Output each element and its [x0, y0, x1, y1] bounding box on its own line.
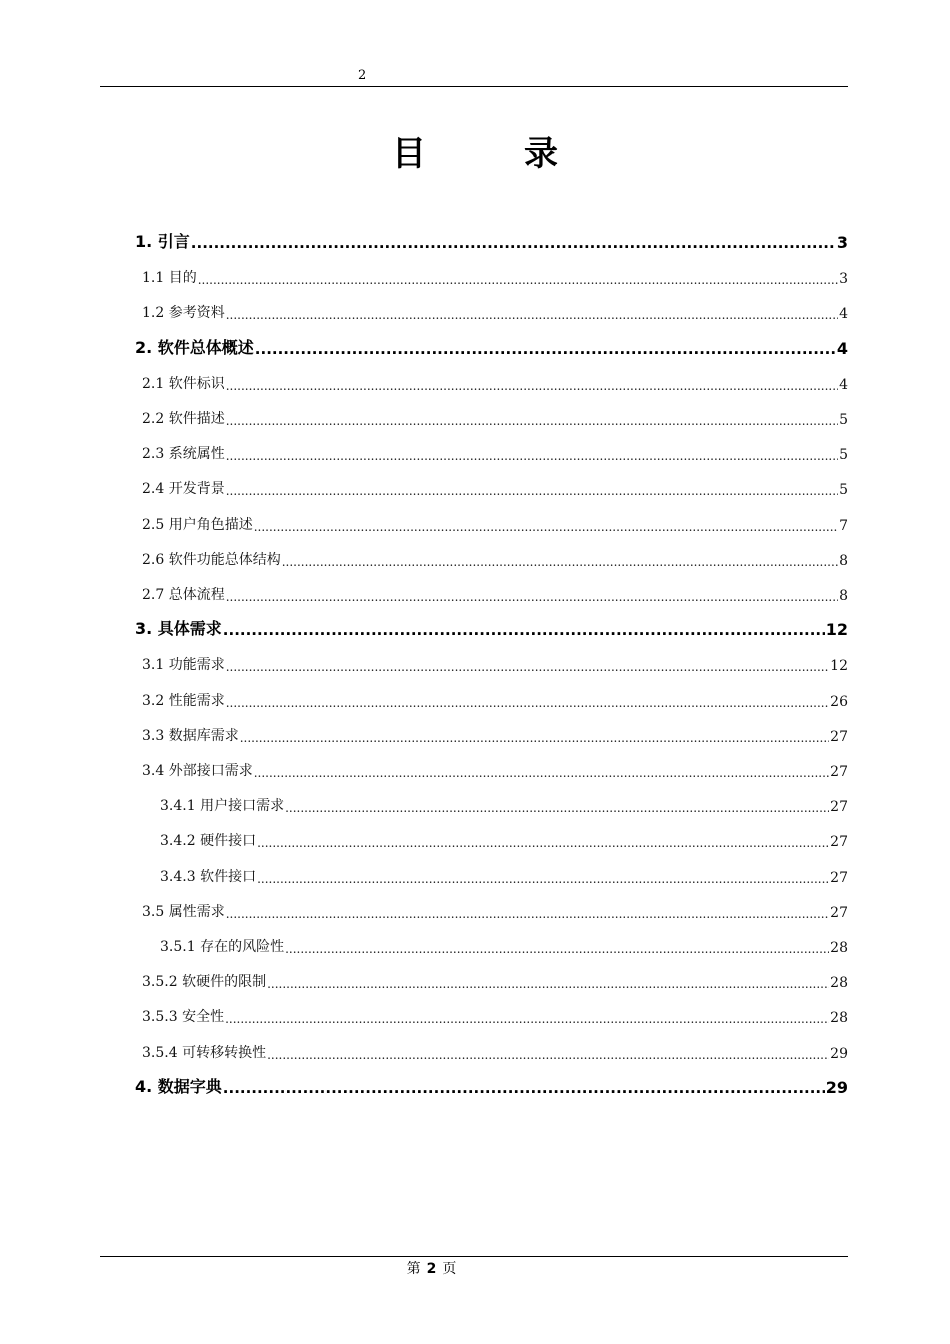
toc-entry-label: 2.3 系统属性 — [142, 446, 225, 463]
toc-entry[interactable] — [142, 640, 848, 674]
toc-entry-page: 8 — [839, 588, 848, 604]
toc-entry-label: 3.1 功能需求 — [142, 657, 225, 674]
toc-entry[interactable] — [142, 253, 848, 287]
toc-leader-dots — [226, 414, 838, 428]
toc-entry[interactable] — [142, 394, 848, 428]
toc-entry-label: 1.1 目的 — [142, 270, 197, 287]
toc-entry[interactable] — [142, 535, 848, 569]
toc-entry-label: 2.6 软件功能总体结构 — [142, 551, 281, 568]
toc-entry-page: 5 — [839, 482, 848, 499]
toc-entry-label: 2. 软件总体概述 — [135, 337, 254, 357]
toc-entry-page: 8 — [839, 552, 848, 569]
toc-leader-dots — [226, 449, 838, 463]
toc-entry-label: 3.4 外部接口需求 — [142, 763, 253, 779]
toc-entry-label: 3.4.2 硬件接口 — [160, 833, 257, 850]
toc-entry-page: 26 — [830, 693, 848, 710]
toc-entry-page: 4 — [839, 306, 848, 323]
toc-leader-dots — [267, 977, 829, 991]
footer-suffix: 页 — [442, 1261, 457, 1277]
toc-entry-label: 3.3 数据库需求 — [142, 727, 239, 744]
toc-leader-dots — [223, 621, 825, 639]
toc-entry[interactable] — [142, 359, 848, 393]
toc-entry-page: 27 — [830, 728, 848, 745]
toc-entry-label: 2.1 软件标识 — [142, 375, 225, 392]
toc-entry[interactable] — [135, 324, 848, 358]
toc-leader-dots — [191, 234, 836, 252]
toc-entry-label: 1. 引言 — [135, 232, 190, 251]
toc-entry-page: 5 — [839, 447, 848, 464]
toc-leader-dots — [223, 1079, 825, 1097]
toc-leader-dots — [226, 590, 838, 604]
toc-entry-page: 4 — [839, 376, 848, 393]
toc-leader-dots — [285, 801, 829, 815]
toc-entry-page: 27 — [830, 799, 848, 816]
toc-entry-label: 3.2 性能需求 — [142, 692, 225, 709]
toc-entry[interactable] — [142, 992, 848, 1026]
toc-entry-label: 3.5.1 存在的风险性 — [160, 939, 285, 955]
toc-entry[interactable] — [135, 218, 848, 252]
toc-entry-label: 3.4.1 用户接口需求 — [160, 798, 285, 815]
toc-entry[interactable] — [142, 464, 848, 498]
toc-entry-page: 29 — [830, 1045, 848, 1062]
toc-entry-page: 28 — [830, 1010, 848, 1027]
toc-entry-label: 2.2 软件描述 — [142, 411, 225, 427]
footer-rule — [100, 1256, 848, 1257]
toc-entry-page: 12 — [830, 658, 848, 675]
toc-leader-dots — [254, 766, 829, 780]
toc-entry[interactable] — [160, 816, 848, 850]
toc-entry-page: 7 — [839, 517, 848, 534]
toc-entry-page: 28 — [830, 975, 848, 992]
toc-entry-label: 3.5.4 可转移转换性 — [142, 1044, 267, 1061]
toc-leader-dots — [240, 731, 829, 745]
toc-leader-dots — [226, 484, 838, 498]
toc-entry-page: 3 — [836, 233, 848, 252]
toc-entry[interactable] — [135, 1063, 848, 1097]
header-rule — [100, 86, 848, 87]
toc-leader-dots — [226, 379, 838, 393]
toc-leader-dots — [225, 1012, 829, 1026]
toc-entry-page: 27 — [830, 869, 848, 886]
toc-entry[interactable] — [142, 746, 848, 780]
toc-leader-dots — [267, 1048, 829, 1062]
toc-entry[interactable] — [160, 852, 848, 886]
toc-entry-label: 3.5.3 安全性 — [142, 1009, 225, 1026]
toc-leader-dots — [226, 308, 838, 322]
toc-entry[interactable] — [142, 711, 848, 745]
toc-entry-label: 3.4.3 软件接口 — [160, 868, 257, 885]
toc-leader-dots — [254, 520, 838, 534]
toc-entry-label: 3.5 属性需求 — [142, 903, 225, 920]
toc-leader-dots — [198, 273, 838, 287]
toc-entry-label: 2.5 用户角色描述 — [142, 516, 253, 533]
toc-entry-page: 4 — [836, 338, 848, 358]
toc-leader-dots — [257, 872, 829, 886]
toc-entry-label: 3. 具体需求 — [135, 619, 222, 639]
toc-entry-page: 28 — [830, 940, 848, 956]
toc-leader-dots — [282, 555, 838, 569]
toc-leader-dots — [226, 660, 829, 674]
toc-leader-dots — [255, 340, 836, 358]
toc-entry[interactable] — [160, 781, 848, 815]
toc-entry-page: 3 — [839, 271, 848, 288]
toc-entry[interactable] — [160, 922, 848, 956]
toc-title: 目 录 — [392, 134, 590, 174]
toc-entry-page: 27 — [830, 834, 848, 851]
toc-leader-dots — [226, 696, 829, 710]
toc-entry-label: 3.5.2 软硬件的限制 — [142, 974, 267, 991]
toc-leader-dots — [226, 907, 829, 921]
toc-entry-label: 2.7 总体流程 — [142, 587, 225, 603]
toc-entry[interactable] — [142, 500, 848, 534]
toc-entry-page: 12 — [825, 620, 848, 640]
toc-entry-label: 2.4 开发背景 — [142, 481, 225, 498]
toc-entry[interactable] — [142, 570, 848, 604]
toc-entry[interactable] — [142, 1028, 848, 1062]
footer — [0, 1258, 863, 1278]
header-page-number: 2 — [358, 68, 367, 83]
toc-leader-dots — [257, 836, 829, 850]
toc-entry[interactable] — [142, 676, 848, 710]
toc-entry[interactable] — [142, 957, 848, 991]
toc-entry[interactable] — [142, 288, 848, 322]
toc-entry[interactable] — [142, 429, 848, 463]
toc-entry-label: 4. 数据字典 — [135, 1076, 222, 1096]
footer-prefix: 第 — [406, 1261, 421, 1277]
toc-entry-page: 5 — [839, 412, 848, 428]
footer-page-number: 2 — [426, 1261, 437, 1277]
toc-entry-label: 1.2 参考资料 — [142, 305, 225, 322]
toc-entry[interactable] — [135, 605, 848, 639]
toc-leader-dots — [285, 942, 829, 956]
toc-entry[interactable] — [142, 887, 848, 921]
toc-entry-page: 29 — [825, 1077, 848, 1097]
toc-entry-page: 27 — [830, 764, 848, 780]
toc-entry-page: 27 — [830, 904, 848, 921]
